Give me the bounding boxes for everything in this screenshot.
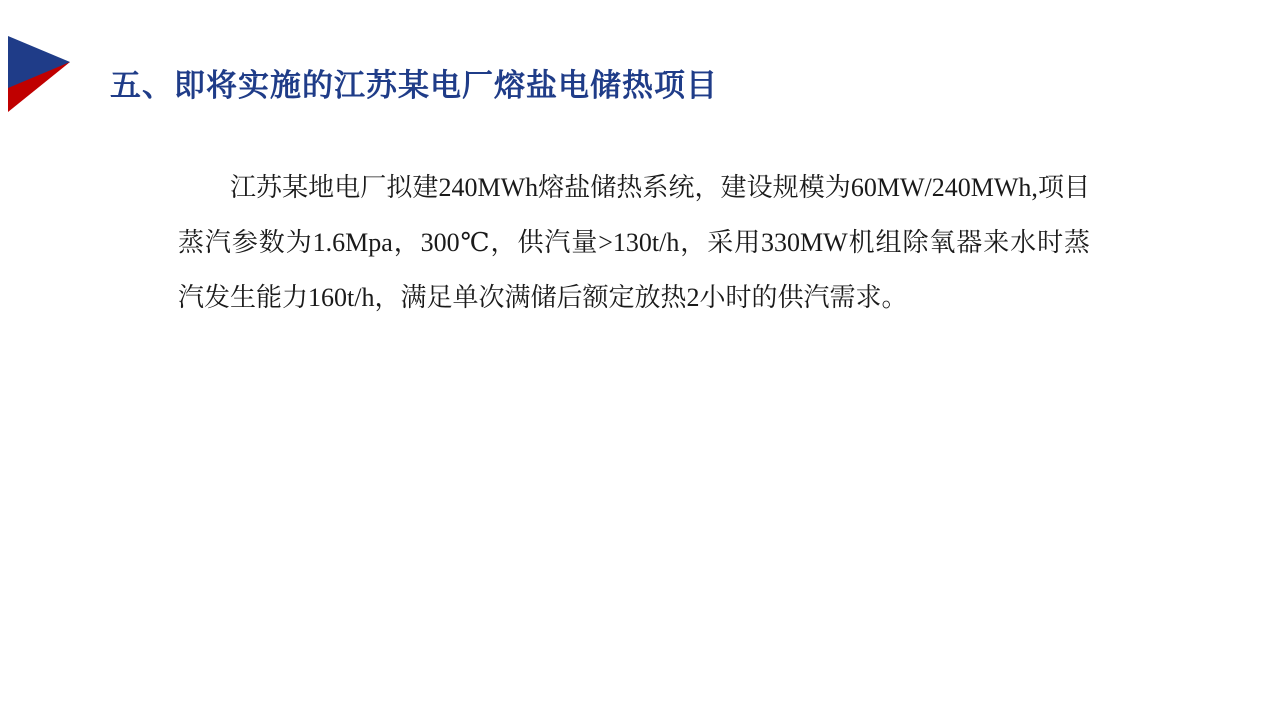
slide-title-row — [110, 56, 1210, 108]
body-paragraph: 江苏某地电厂拟建240MWh熔盐储热系统，建设规模为60MW/240MWh,项目蒸汽参数为1.6Mpa，300℃，供汽量>130t/h，采用330MW机组除氧器来水时蒸汽发生能力160t/h，满足单次满储后额定放热2小时的供汽需求。 — [178, 173, 1090, 312]
page-title: 五、即将实施的江苏某电厂熔盐电储热项目 — [110, 67, 718, 103]
slide-body — [178, 160, 1090, 325]
arrow-marker-icon — [8, 36, 80, 112]
